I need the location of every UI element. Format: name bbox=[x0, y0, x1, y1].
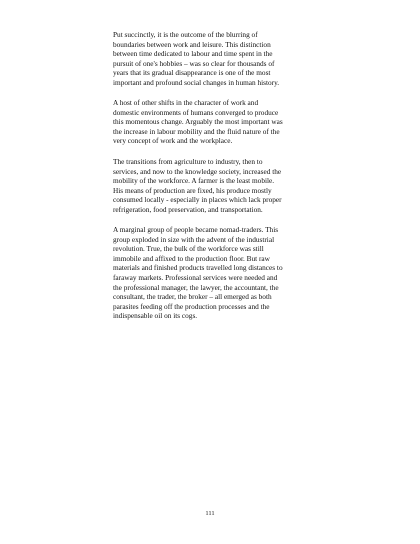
text-line: consultant, the trader, the broker – all emerged as both bbox=[113, 292, 272, 302]
text-line: group exploded in size with the advent of the industrial bbox=[113, 234, 275, 244]
text-line: The transitions from agriculture to industry, then to bbox=[113, 157, 263, 167]
text-line: refrigeration, food preservation, and transportation. bbox=[113, 204, 263, 214]
text-line: boundaries between work and leisure. This distinction bbox=[113, 39, 271, 49]
text-line: faraway markets. Professional services were needed and bbox=[113, 273, 278, 283]
text-line: Put succinctly, it is the outcome of the blurring of bbox=[113, 30, 258, 39]
text-line: indispensable oil on its cogs. bbox=[113, 311, 198, 321]
text-line: the professional manager, the lawyer, the accountant, the bbox=[113, 282, 279, 292]
text-line: revolution. True, the bulk of the workforce was still bbox=[113, 244, 264, 254]
text-line: A marginal group of people became nomad-traders. This bbox=[113, 225, 279, 235]
paragraph bbox=[113, 30, 318, 87]
text-line: immobile and affixed to the production floor. But raw bbox=[113, 253, 270, 263]
text-line: pursuit of one's hobbies – was so clear for thousands of bbox=[113, 58, 275, 68]
text-line: consumed locally - especially in places which lack proper bbox=[113, 195, 282, 205]
page-number: 111 bbox=[205, 510, 215, 517]
text-line: important and profound social changes in human history. bbox=[113, 77, 280, 87]
text-line: services, and now to the knowledge society, increased the bbox=[113, 166, 282, 176]
text-line: this momentous change. Arguably the most important was bbox=[113, 117, 283, 127]
text-line: very concept of work and the workplace. bbox=[113, 136, 233, 146]
text-line: domestic environments of humans converged to produce bbox=[113, 107, 279, 117]
text-line: mobility of the workforce. A farmer is the least mobile. bbox=[113, 176, 275, 186]
text-line: A host of other shifts in the character of work and bbox=[113, 98, 259, 108]
paragraph bbox=[113, 157, 318, 214]
text-line: parasites feeding off the production processes and the bbox=[113, 301, 270, 311]
text-line: between time dedicated to labour and time spent in the bbox=[113, 49, 273, 59]
body-text bbox=[113, 30, 318, 332]
paragraph bbox=[113, 98, 318, 146]
text-line: materials and finished products travelled long distances to bbox=[113, 263, 283, 273]
paragraph bbox=[113, 225, 318, 320]
text-line: His means of production are fixed, his produce mostly bbox=[113, 185, 272, 195]
text-line: years that its gradual disappearance is one of the most bbox=[113, 68, 271, 78]
text-line: the increase in labour mobility and the fluid nature of the bbox=[113, 126, 280, 136]
